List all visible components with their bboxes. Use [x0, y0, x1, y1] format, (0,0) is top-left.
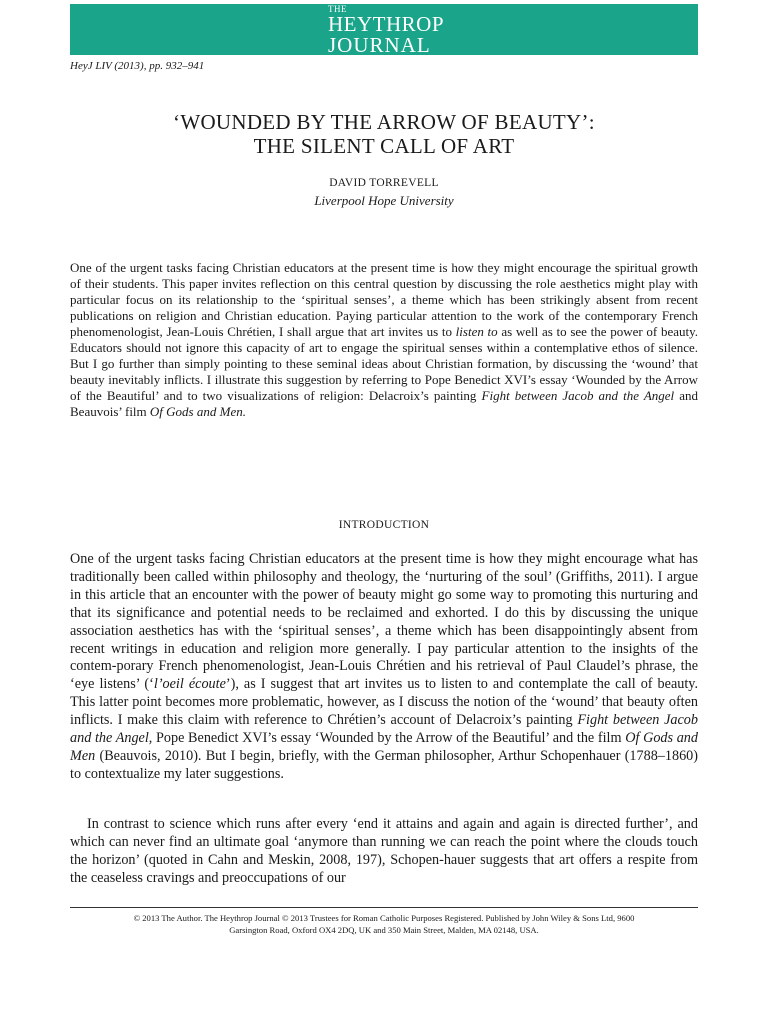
footer-rule [70, 907, 698, 908]
footer-line-2: Garsington Road, Oxford OX4 2DQ, UK and 350 Main Street, Malden, MA 02148, USA. [229, 924, 539, 935]
paragraph-emphasis: Of Gods and Men [70, 730, 698, 764]
paragraph-text: ’), as I suggest that art invites us to listen to and contemplate the call of beauty. This latter point becomes more problematic, however, as I discuss the notion of the ‘wound’ that beauty often inflicts. I make this claim with reference to Chrétien’s account of Delacroix’s painting [70, 676, 699, 729]
article-title-line-1: ‘WOUNDED BY THE ARROW OF BEAUTY’: [173, 110, 595, 134]
abstract [70, 260, 698, 420]
body-paragraph-1 [70, 551, 698, 784]
logo-journal: JOURNAL [328, 33, 431, 57]
journal-citation: HeyJ LIV (2013), pp. 932–941 [70, 60, 205, 72]
abstract-emphasis-painting: Fight between Jacob and the Angel [481, 388, 675, 403]
section-heading: INTRODUCTION [338, 519, 430, 531]
abstract-text: as well as to see the power of beauty. Educators should not ignore this capacity of art to engage the spiritual senses within a contemplative ethos of silence. But I go further than simply pointing to these seminal ideas about Christian formation, by discussing the ‘wound’ that beauty inevitably inflicts. I illustrate this suggestion by referring to Pope Benedict XVI’s essay ‘Wounded by the Arrow of the Beautiful’ and to two visualizations of religion: Delacroix’s painting [70, 324, 699, 403]
journal-logo [328, 4, 468, 55]
body-paragraph-2: In contrast to science which runs after every ‘end it attains and again and again is directed further’, and which can never find an ultimate goal ‘anymore than running we can reach the point where the clouds touch the horizon’ (quoted in Cahn and Meskin, 2008, 197), Schopen-hauer suggests that art offers a respite from the ceaseless cravings and preoccupations of our [70, 816, 698, 886]
paragraph-text: One of the urgent tasks facing Christian educators at the present time is how they might encourage what has traditionally been called within philosophy and theology, the ‘nurturing of the soul’ (Griffiths, 2011). I argue in this article that an encounter with the power of beauty might go some way to promoting this nurturing and that its significance and potential needs to be reclaimed and exhorted. I do this by discussing the unique association aesthetics has with the ‘spiritual senses’, a theme which has been disappointingly absent from recent writings in education and religion more generally. I pay particular attention to the insights of the contem-porary French phenomenologist, Jean-Louis Chrétien and his retrieval of Paul Claudel’s phrase, the ‘eye listens’ (‘ [70, 551, 698, 693]
paragraph-text: Pope Benedict XVI’s essay ‘Wounded by the Arrow of the Beautiful’ and the film [152, 730, 626, 747]
author-affiliation: Liverpool Hope University [314, 193, 454, 208]
paragraph-emphasis: Fight between Jacob and the Angel, [70, 712, 698, 747]
abstract-text: and Beauvois’ film [70, 388, 698, 419]
footer-line-1: © 2013 The Author. The Heythrop Journal © 2013 Trustees for Roman Catholic Purposes Registered. Published by John Wiley & Sons Ltd, 9600 [133, 913, 635, 923]
abstract-emphasis-film: Of Gods and Men. [149, 404, 246, 419]
article-title-line-2: THE SILENT CALL OF ART [253, 134, 515, 158]
abstract-text: One of the urgent tasks facing Christian educators at the present time is how they might encourage the spiritual growth of their students. This paper invites reflection on this central question by discussing the role aesthetics might play with particular focus on its relationship to the ‘spiritual senses’, a theme which has been strikingly absent from recent publications on religion and Christian education. Paying particular attention to the work of the contemporary French phenomenologist, Jean-Louis Chrétien, I shall argue that art invites us to [70, 260, 698, 339]
paragraph-emphasis: l’oeil écoute [153, 676, 226, 693]
abstract-emphasis-listen: listen to [455, 324, 498, 339]
paragraph-text: (Beauvois, 2010). But I begin, briefly, with the German philosopher, Arthur Schopenhauer (1788–1860) to contextualize my later suggestions. [70, 747, 698, 782]
copyright-footer [70, 913, 698, 936]
author-name: DAVID TORREVELL [329, 177, 439, 189]
logo-heythrop: HEYTHROP [328, 12, 445, 36]
logo-the: THE [328, 4, 347, 14]
